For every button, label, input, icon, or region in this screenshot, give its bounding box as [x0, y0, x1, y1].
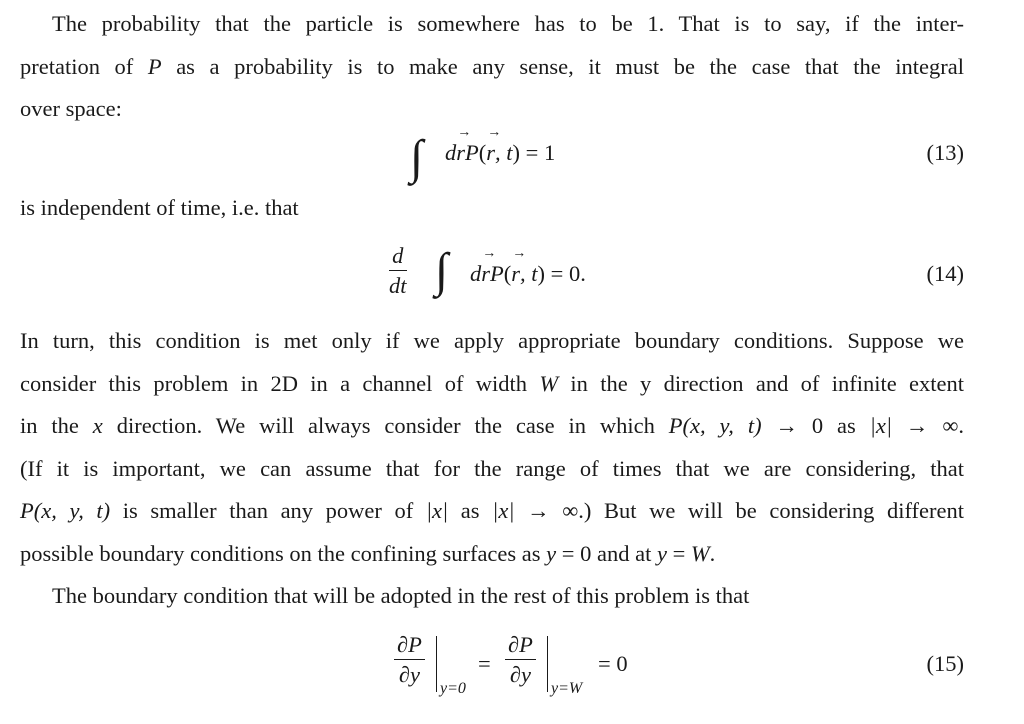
paragraph-1-line-1: The probability that the particle is somewhere has to be 1. That is to say, if the inter- — [52, 11, 964, 36]
fraction-numerator: ∂P — [394, 631, 425, 660]
equation-14 — [20, 243, 964, 306]
equation-13-body — [445, 140, 555, 166]
fraction-dP-dy-2 — [505, 631, 536, 690]
paragraph-1-line-3: over space: — [20, 96, 122, 121]
text: possible boundary conditions on the confining surfaces as — [20, 540, 547, 566]
math-W: W — [539, 370, 559, 396]
text: = — [666, 540, 691, 566]
math-x: x — [92, 413, 103, 438]
text: in the y direction and of infinite extent — [558, 370, 965, 396]
text: in the — [20, 413, 93, 438]
math-d: d — [470, 261, 482, 286]
equation-rhs: ) = 0. — [537, 261, 586, 286]
math-abs-x: |x| — [869, 413, 893, 438]
paragraph-1-line-2 — [20, 46, 964, 89]
paragraph-2-line-1: is independent of time, i.e. that — [20, 195, 299, 220]
math-abs-x: |x| — [425, 498, 449, 523]
equation-rhs: = 0 — [598, 651, 628, 676]
equals-sign: = — [478, 651, 491, 676]
paragraph-3-line-6 — [20, 533, 964, 576]
text: pretation of — [20, 53, 148, 79]
text: → ∞. — [892, 413, 964, 438]
text: direction. We will always consider the case in which — [102, 413, 669, 438]
math-W: W — [690, 540, 710, 566]
math-P: P — [465, 140, 479, 165]
equation-14-body — [470, 261, 586, 287]
math-args: (x, y, t) — [33, 498, 111, 523]
math-y: y — [656, 540, 667, 566]
fraction-numerator: d — [389, 242, 407, 271]
math-vec-r: → r — [481, 261, 490, 287]
math-P: P — [668, 413, 683, 438]
paragraph-2 — [20, 187, 964, 230]
paragraph-4 — [20, 575, 964, 618]
math-abs-x: |x| — [492, 498, 515, 523]
math-args: (x, y, t) — [682, 413, 762, 438]
text: . — [709, 540, 716, 566]
equation-number-13: (13) — [926, 140, 964, 165]
equation-number-15: (15) — [926, 651, 964, 676]
math-P: P — [490, 261, 504, 286]
evaluation-subscript-2: y=W — [551, 680, 583, 697]
fraction-dP-dy-1 — [394, 631, 425, 690]
equation-number-14: (14) — [926, 261, 964, 286]
paren-open: ( — [478, 140, 487, 165]
text: as a probability is to make any sense, it must be the case that the integral — [161, 53, 964, 79]
integral-sign: ∫ — [435, 244, 449, 297]
text: = 0 and at — [556, 540, 657, 566]
math-t: , t — [520, 261, 538, 286]
math-vec-r: → r — [456, 140, 465, 166]
paragraph-3 — [20, 320, 964, 575]
text: is smaller than any power of — [110, 498, 426, 523]
fraction-denominator: ∂y — [398, 662, 420, 687]
text: → ∞.) But we will be considering different — [514, 498, 965, 523]
text: as — [448, 498, 493, 523]
text: consider this problem in 2D in a channel of width — [20, 370, 540, 396]
math-vec-r: → r — [511, 261, 520, 287]
evaluation-subscript-1: y=0 — [440, 680, 466, 697]
paren-open: ( — [503, 261, 512, 286]
math-P: P — [20, 498, 34, 523]
integral-sign: ∫ — [410, 131, 424, 184]
paragraph-4-line-1: The boundary condition that will be adopted in the rest of this problem is that — [52, 583, 750, 608]
math-P: P — [147, 53, 162, 79]
math-t: , t — [495, 140, 513, 165]
paragraph-3-line-4: (If it is important, we can assume that for the range of times that we are considering, that — [20, 455, 964, 481]
paragraph-3-line-5 — [20, 490, 964, 533]
fraction-denominator: ∂y — [509, 662, 531, 687]
paragraph-3-line-3 — [20, 405, 964, 448]
math-vec-r: → r — [486, 140, 495, 166]
evaluation-bar — [436, 636, 437, 692]
math-y: y — [546, 540, 557, 566]
fraction-denominator: dt — [389, 273, 407, 298]
paragraph-3-line-1: In turn, this condition is met only if we apply appropriate boundary conditions. Suppose we — [20, 328, 964, 353]
evaluation-bar — [547, 636, 548, 692]
fraction-numerator: ∂P — [505, 631, 536, 660]
math-d: d — [445, 140, 457, 165]
equation-15 — [20, 634, 964, 704]
text: → 0 as — [761, 413, 870, 438]
fraction-d-dt — [389, 242, 407, 301]
equation-rhs: ) = 1 — [512, 140, 556, 165]
paragraph-1 — [20, 3, 964, 131]
paragraph-3-line-2 — [20, 363, 964, 406]
